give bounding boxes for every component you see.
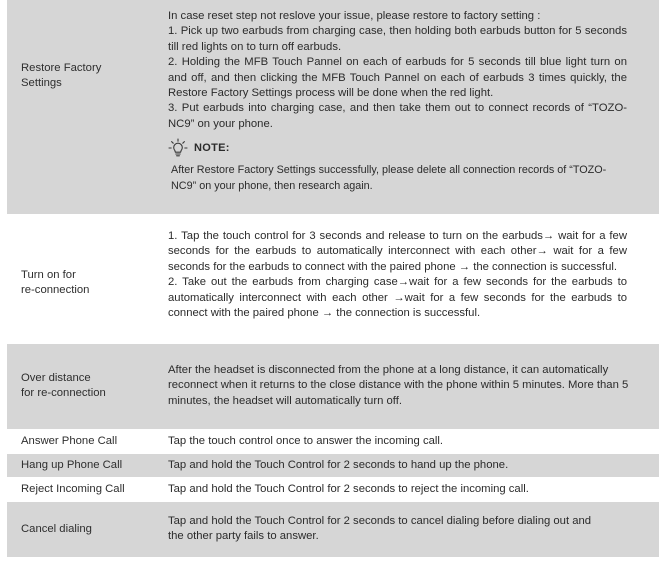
row-label (21, 268, 89, 298)
row-content (168, 9, 627, 194)
restore-step-3: 3. Put earbuds into charging case, and then take them out to connect records of “TOZO-NC9” on your phone. (168, 102, 627, 130)
row-label-line: Reject Incoming Call (21, 483, 125, 495)
reconnect-step-1: 1. Tap the touch control for 3 seconds and release to turn on the earbuds→ wait for a few seconds for the earbuds to automatically interconnect with each other→ wait for a few seconds for the earbuds to connect with the paired phone → the connection is successful. (168, 230, 627, 273)
over-distance-text: After the headset is disconnected from the phone at a long distance, it can automatically reconnect when it returns to the close distance with the phone within 5 minutes. More than 5 minutes, the headset will automatically turn off. (168, 364, 629, 407)
restore-step-2: 2. Holding the MFB Touch Pannel on each of earbuds for 5 seconds till blue light turn on and off, and then clicking the MFB Touch Pannel on each of earbuds 3 times quickly, the Restore Factory Settings process will be done when the red light. (168, 56, 627, 100)
lightbulb-icon (168, 138, 188, 158)
reconnect-step-2: 2. Take out the earbuds from charging case→wait for a few seconds for the earbuds to automatically interconnect with each other →wait for a few seconds for the earbuds to connect with the paired phone → the connection is successful. (168, 276, 627, 320)
row-content (168, 514, 598, 545)
instruction-table (7, 0, 659, 558)
row-label-line: re-connection (21, 284, 90, 296)
row-label-line: Turn on for (21, 269, 76, 281)
row-label-line: Cancel dialing (21, 523, 92, 535)
note-text: After Restore Factory Settings successfully, please delete all connection records of “TOZO-NC9” on your phone, then research again. (171, 164, 607, 192)
row-label (21, 458, 122, 473)
row-content (168, 229, 627, 321)
table-row-answer-call (7, 430, 659, 454)
table-row-over-distance (7, 344, 659, 430)
table-row-hang-up-call (7, 454, 659, 478)
restore-intro-text: In case reset step not reslove your issue, please restore to factory setting : (168, 10, 541, 22)
reject-call-text: Tap and hold the Touch Control for 2 seconds to reject the incoming call. (168, 483, 529, 495)
row-content (168, 363, 638, 409)
hang-up-call-text: Tap and hold the Touch Control for 2 seconds to hand up the phone. (168, 459, 509, 471)
row-label-line: Hang up Phone Call (21, 459, 123, 471)
row-label (21, 482, 125, 497)
row-content (168, 434, 627, 449)
cancel-dialing-text: Tap and hold the Touch Control for 2 seconds to cancel dialing before dialing out and the other party fails to answer. (168, 515, 592, 543)
row-label-line: for re-connection (21, 387, 106, 399)
note-heading (168, 138, 627, 158)
row-label-line: Settings (21, 77, 62, 89)
row-content (168, 482, 627, 497)
row-label (21, 61, 101, 91)
note-label: NOTE: (194, 141, 230, 154)
table-row-turn-on-reconnection (7, 215, 659, 344)
restore-step-1: 1. Pick up two earbuds from charging case, then holding both earbuds button for 5 seconds till red lights on to turn off earbuds. (168, 25, 627, 53)
answer-call-text: Tap the touch control once to answer the incoming call. (168, 435, 444, 447)
row-label-line: Over distance (21, 372, 91, 384)
row-label (21, 371, 106, 401)
row-label (21, 434, 117, 449)
table-row-reject-call (7, 478, 659, 502)
table-row-restore-factory-settings (7, 0, 659, 215)
row-label-line: Answer Phone Call (21, 435, 118, 447)
row-content (168, 458, 627, 473)
table-row-cancel-dialing (7, 502, 659, 558)
row-label (21, 522, 92, 537)
row-label-line: Restore Factory (21, 62, 102, 74)
